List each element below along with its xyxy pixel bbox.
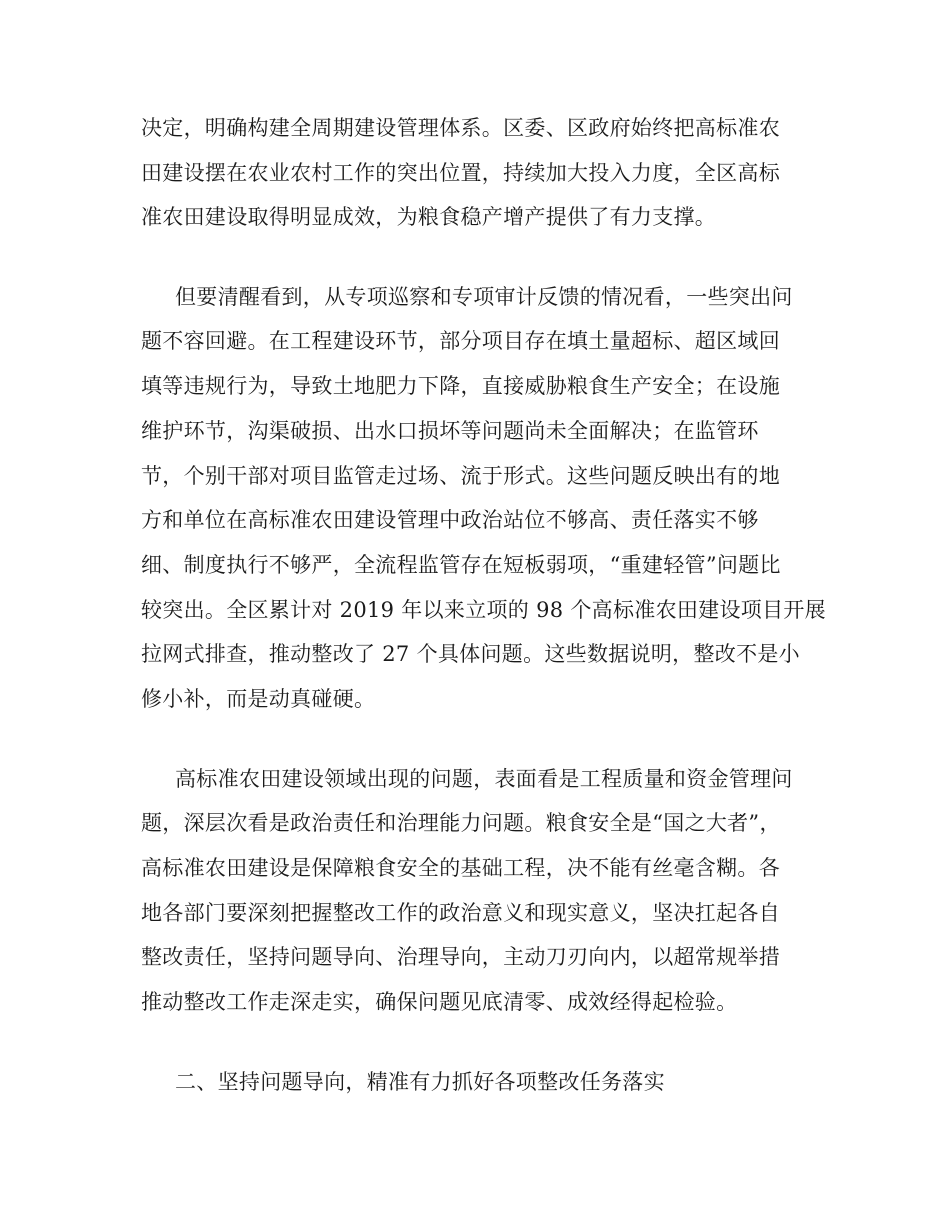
paragraph-2-line-7: 细、制度执行不够严，全流程监管存在短板弱项，“重建轻管”问题比	[141, 553, 781, 577]
paragraph-2-line-4: 维护环节，沟渠破损、出水口损坏等问题尚未全面解决；在监管环	[141, 419, 759, 443]
paragraph-2-line-5: 节，个别干部对项目监管走过场、流于形式。这些问题反映出有的地	[141, 464, 780, 488]
paragraph-3-line-5: 整改责任，坚持问题导向、治理导向，主动刀刃向内，以超常规举措	[141, 945, 780, 969]
paragraph-1-line-3: 准农田建设取得明显成效，为粮食稳产增产提供了有力支撑。	[141, 205, 717, 229]
paragraph-3-line-2: 题，深层次看是政治责任和治理能力问题。粮食安全是“国之大者”，	[141, 811, 781, 835]
paragraph-1-line-2: 田建设摆在农业农村工作的突出位置，持续加大投入力度，全区高标	[141, 161, 780, 185]
paragraph-2-line-1: 但要清醒看到，从专项巡察和专项审计反馈的情况看，一些突出问	[175, 285, 793, 309]
paragraph-2-line-8: 较突出。全区累计对 2019 年以来立项的 98 个高标准农田建设项目开展	[141, 598, 826, 622]
paragraph-2-line-3: 填等违规行为，导致土地肥力下降，直接威胁粮食生产安全；在设施	[141, 374, 780, 398]
section-heading: 二、坚持问题导向，精准有力抓好各项整改任务落实	[175, 1070, 665, 1094]
paragraph-2-line-10: 修小补，而是动真碰硬。	[141, 687, 376, 711]
paragraph-3-line-3: 高标准农田建设是保障粮食安全的基础工程，决不能有丝毫含糊。各	[141, 856, 780, 880]
paragraph-2-line-2: 题不容回避。在工程建设环节，部分项目存在填土量超标、超区域回	[141, 329, 780, 353]
paragraph-3-line-6: 推动整改工作走深走实，确保问题见底清零、成效经得起检验。	[141, 990, 738, 1014]
paragraph-1-line-1: 决定，明确构建全周期建设管理体系。区委、区政府始终把高标准农	[141, 116, 780, 140]
paragraph-2-line-9: 拉网式排查，推动整改了 27 个具体问题。这些数据说明，整改不是小	[141, 642, 800, 666]
paragraph-3-line-4: 地各部门要深刻把握整改工作的政治意义和现实意义，坚决扛起各自	[141, 901, 780, 925]
paragraph-3-line-1: 高标准农田建设领域出现的问题，表面看是工程质量和资金管理问	[175, 767, 793, 791]
paragraph-2-line-6: 方和单位在高标准农田建设管理中政治站位不够高、责任落实不够	[141, 508, 759, 532]
